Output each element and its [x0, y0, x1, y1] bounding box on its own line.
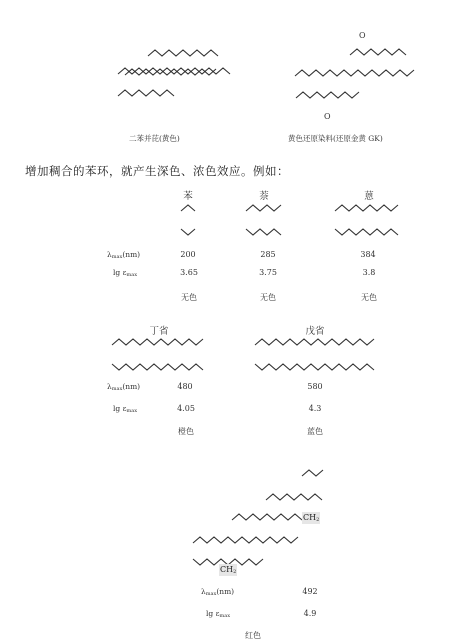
lg-value-anthracene: 3.8 [362, 268, 376, 277]
label-lg-epsilon-max-row3: $\lg \varepsilon_{max}$ [206, 609, 231, 619]
pentacene-structure [255, 339, 374, 370]
lambda-value-naphthalene: 285 [260, 250, 276, 259]
lambda-value-anthracene: 384 [360, 250, 376, 259]
lambda-value-benzene: 200 [180, 250, 196, 259]
dibenzopyrene-structure [118, 50, 230, 96]
compound-name-tetracene: 丁省 [149, 326, 169, 337]
caption-dibenzopyrene: 二苯并芘(黄色) [129, 134, 180, 143]
tetracene-structure [112, 339, 203, 370]
label-lg-epsilon-max-row2: $\lg \varepsilon_{max}$ [113, 404, 138, 414]
color-pentacene: 蓝色 [307, 427, 323, 436]
carbonyl-oxygen-top: O [359, 31, 366, 40]
compound-name-benzene: 苯 [183, 191, 193, 202]
lg-value-tetracene: 4.05 [177, 404, 195, 413]
color-row3: 红色 [245, 631, 261, 640]
color-naphthalene: 无色 [260, 293, 276, 302]
compound-name-naphthalene: 萘 [259, 191, 269, 202]
color-benzene: 无色 [181, 293, 197, 302]
lg-value-pentacene: 4.3 [308, 404, 322, 413]
label-lambda-max-row3: $\lambda_{max}(nm)$ [201, 587, 235, 597]
color-tetracene: 橙色 [178, 427, 194, 436]
naphthalene-structure [246, 205, 281, 235]
label-lambda-max: $\lambda_{max}(nm)$ [107, 250, 141, 260]
lg-value-row3: 4.9 [303, 609, 317, 618]
ch2-label-upper: $CH_2$ [303, 513, 320, 523]
lambda-value-row3: 492 [302, 587, 318, 596]
anthracene-structure [335, 205, 398, 235]
color-anthracene: 无色 [361, 293, 377, 302]
compound-name-pentacene: 戊省 [305, 326, 325, 337]
benzene-structure [181, 205, 195, 235]
lg-value-benzene: 3.65 [180, 268, 198, 277]
ch2-label-lower: $CH_2$ [220, 565, 237, 575]
lambda-value-tetracene: 480 [177, 382, 193, 391]
compound-name-anthracene: 蒽 [364, 191, 374, 202]
carbonyl-oxygen-bottom: O [324, 112, 331, 121]
label-lambda-max-row2: $\lambda_{max}(nm)$ [107, 382, 141, 392]
lg-value-naphthalene: 3.75 [259, 268, 277, 277]
body-sentence: 增加稠合的苯环，就产生深色、浓色效应。例如： [25, 164, 289, 178]
caption-vat-dye: 黄色还原染料(还原金黄 GK) [288, 134, 383, 143]
label-lg-epsilon-max: $\lg \varepsilon_{max}$ [113, 268, 138, 278]
lambda-value-pentacene: 580 [307, 382, 323, 391]
vat-dye-structure [295, 49, 414, 98]
